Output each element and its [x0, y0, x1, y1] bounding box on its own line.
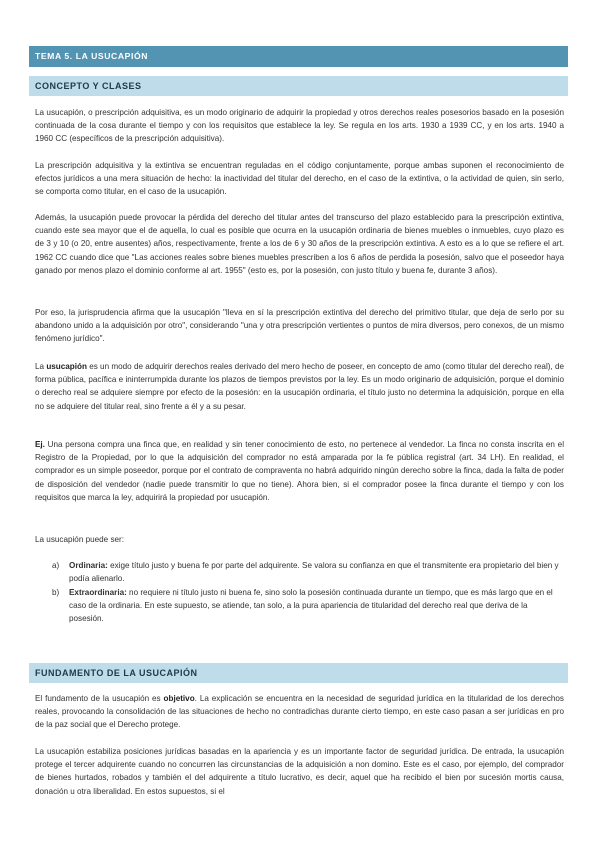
section-heading-fundamento: FUNDAMENTO DE LA USUCAPIÓN [29, 663, 568, 683]
list-marker: a) [52, 561, 60, 570]
paragraph-example: Ej. Una persona compra una finca que, en realidad y sin tener conocimiento de esto, no pertenece al vendedor. La finca no consta inscrita en el Registro de la Propiedad, por lo que la adquisición del comprador no está amparada por la fe pública registral (art. 34 LH). En realidad, el comprador es un simple poseedor, porque por el contrato de compraventa no habrá adquirido ningún derecho sobre la finca, dada la falta de poder de disposición del vendedor (nadie puede transmitir lo que no tiene). Ahora bien, si el comprador posee la finca durante el tiempo y con los requisitos que marca la ley, adquirirá la propiedad por usucapión. [35, 440, 564, 502]
list-text: Ordinaria: exige título justo y buena fe por parte del adquirente. Se valora su confianza en que el transmitente era propietario del bien y podía alienarlo. [69, 561, 559, 584]
paragraph-prescription-types: La prescripción adquisitiva y la extintiva se encuentran reguladas en el código conjuntamente, porque ambas suponen el reconocimiento de efectos jurídicos a una mera situación de hecho: la inactividad del titular del derecho, en el caso de la extintiva, o la actividad de quien, sin serlo, se comporta como titular, en el caso de la usucapión. [35, 161, 564, 197]
list-text: Extraordinaria: no requiere ni título justo ni buena fe, sino solo la posesión continuada durante un tiempo, que es más largo que en el caso de la ordinaria. En este supuesto, se atiende, tan solo, a la pura apariencia de titularidad del derecho real que deriva de la posesión. [69, 588, 553, 624]
section-heading-concepto: CONCEPTO Y CLASES [29, 76, 568, 96]
paragraph-fundamento: El fundamento de la usucapión es objetivo. La explicación se encuentra en la necesidad de seguridad jurídica en la titularidad de los derechos reales, provocando la consolidación de las situaciones de hecho no contradichas durante cierto tiempo, en este caso pasan a ser jurídicas en pro de la paz social que el Derecho protege. [35, 694, 564, 730]
paragraph-usucapion-concept: La usucapión es un modo de adquirir derechos reales derivado del mero hecho de poseer, en concepto de amo (como titular del derecho real), de forma pública, pacífica e ininterrumpida durante los plazos de tiempos previstos por la ley. Es un modo originario de adquisición, porque el dominio o derecho real se adquiere siempre por efecto de la posesión: en la usucapión ordinaria, el título justo no determina la adquisición, porque en ella no se adquiere del titular real, sino frente a él y a su pesar. [35, 362, 565, 411]
paragraph-definition: La usucapión, o prescripción adquisitiva, es un modo originario de adquirir la propiedad y otros derechos reales posesorios basado en la posesión continuada de la cosa durante el tiempo y con los requisitos que establece la ley. Se regula en los arts. 1930 a 1939 CC, y en los arts. 1940 a 1960 CC (específicos de la prescripción adquisitiva). [35, 108, 564, 144]
paragraph-list-intro: La usucapión puede ser: [35, 535, 124, 544]
paragraph-seguridad-juridica: La usucapión estabiliza posiciones jurídicas basadas en la apariencia y es un importante factor de seguridad jurídica. De entrada, la usucapión protege el tercer adquirente cuando no concurren las circunstancias de la adquisición a non domino. Este es el caso, por ejemplo, del comprador de bienes hurtados, robados y también el del adquirente a título lucrativo, es decir, aquel que ha recibido el bien por sucesión mortis causa, donación u otra liberalidad. En estos supuestos, si el [35, 747, 564, 796]
paragraph-plazos: Además, la usucapión puede provocar la pérdida del derecho del titular antes del transcurso del plazo establecido para la prescripción extintiva, cuando este sea mayor que el de aquella, lo cual es posible que ocurra en la usucapión ordinaria de bienes muebles o inmuebles, cuyo plazo es de 3 y 10 (o 20, entre ausentes) años, respectivamente, frente a los de 6 y 30 años de la prescripción extintiva. A esto es a lo que se refiere el art. 1962 CC cuando dice que "Las acciones reales sobre bienes muebles prescriben a los 6 años de perdida la posesión, salvo que el poseedor haya ganado por menos plazo el dominio conforme al art. 1955" (esto es, por la posesión, con justo título y buena fe, durante 3 años). [35, 213, 564, 275]
paragraph-jurisprudencia: Por eso, la jurisprudencia afirma que la usucapión "lleva en sí la prescripción extintiva del derecho del primitivo titular, que deja de serlo por su abandono unido a la adquisición por otro", considerando "una y otra prescripción vertientes o puntos de mira diversos, pero conexos, de un mismo fenómeno jurídico". [35, 308, 564, 344]
chapter-title: TEMA 5. LA USUCAPIÓN [29, 46, 568, 67]
list-marker: b) [52, 588, 60, 597]
